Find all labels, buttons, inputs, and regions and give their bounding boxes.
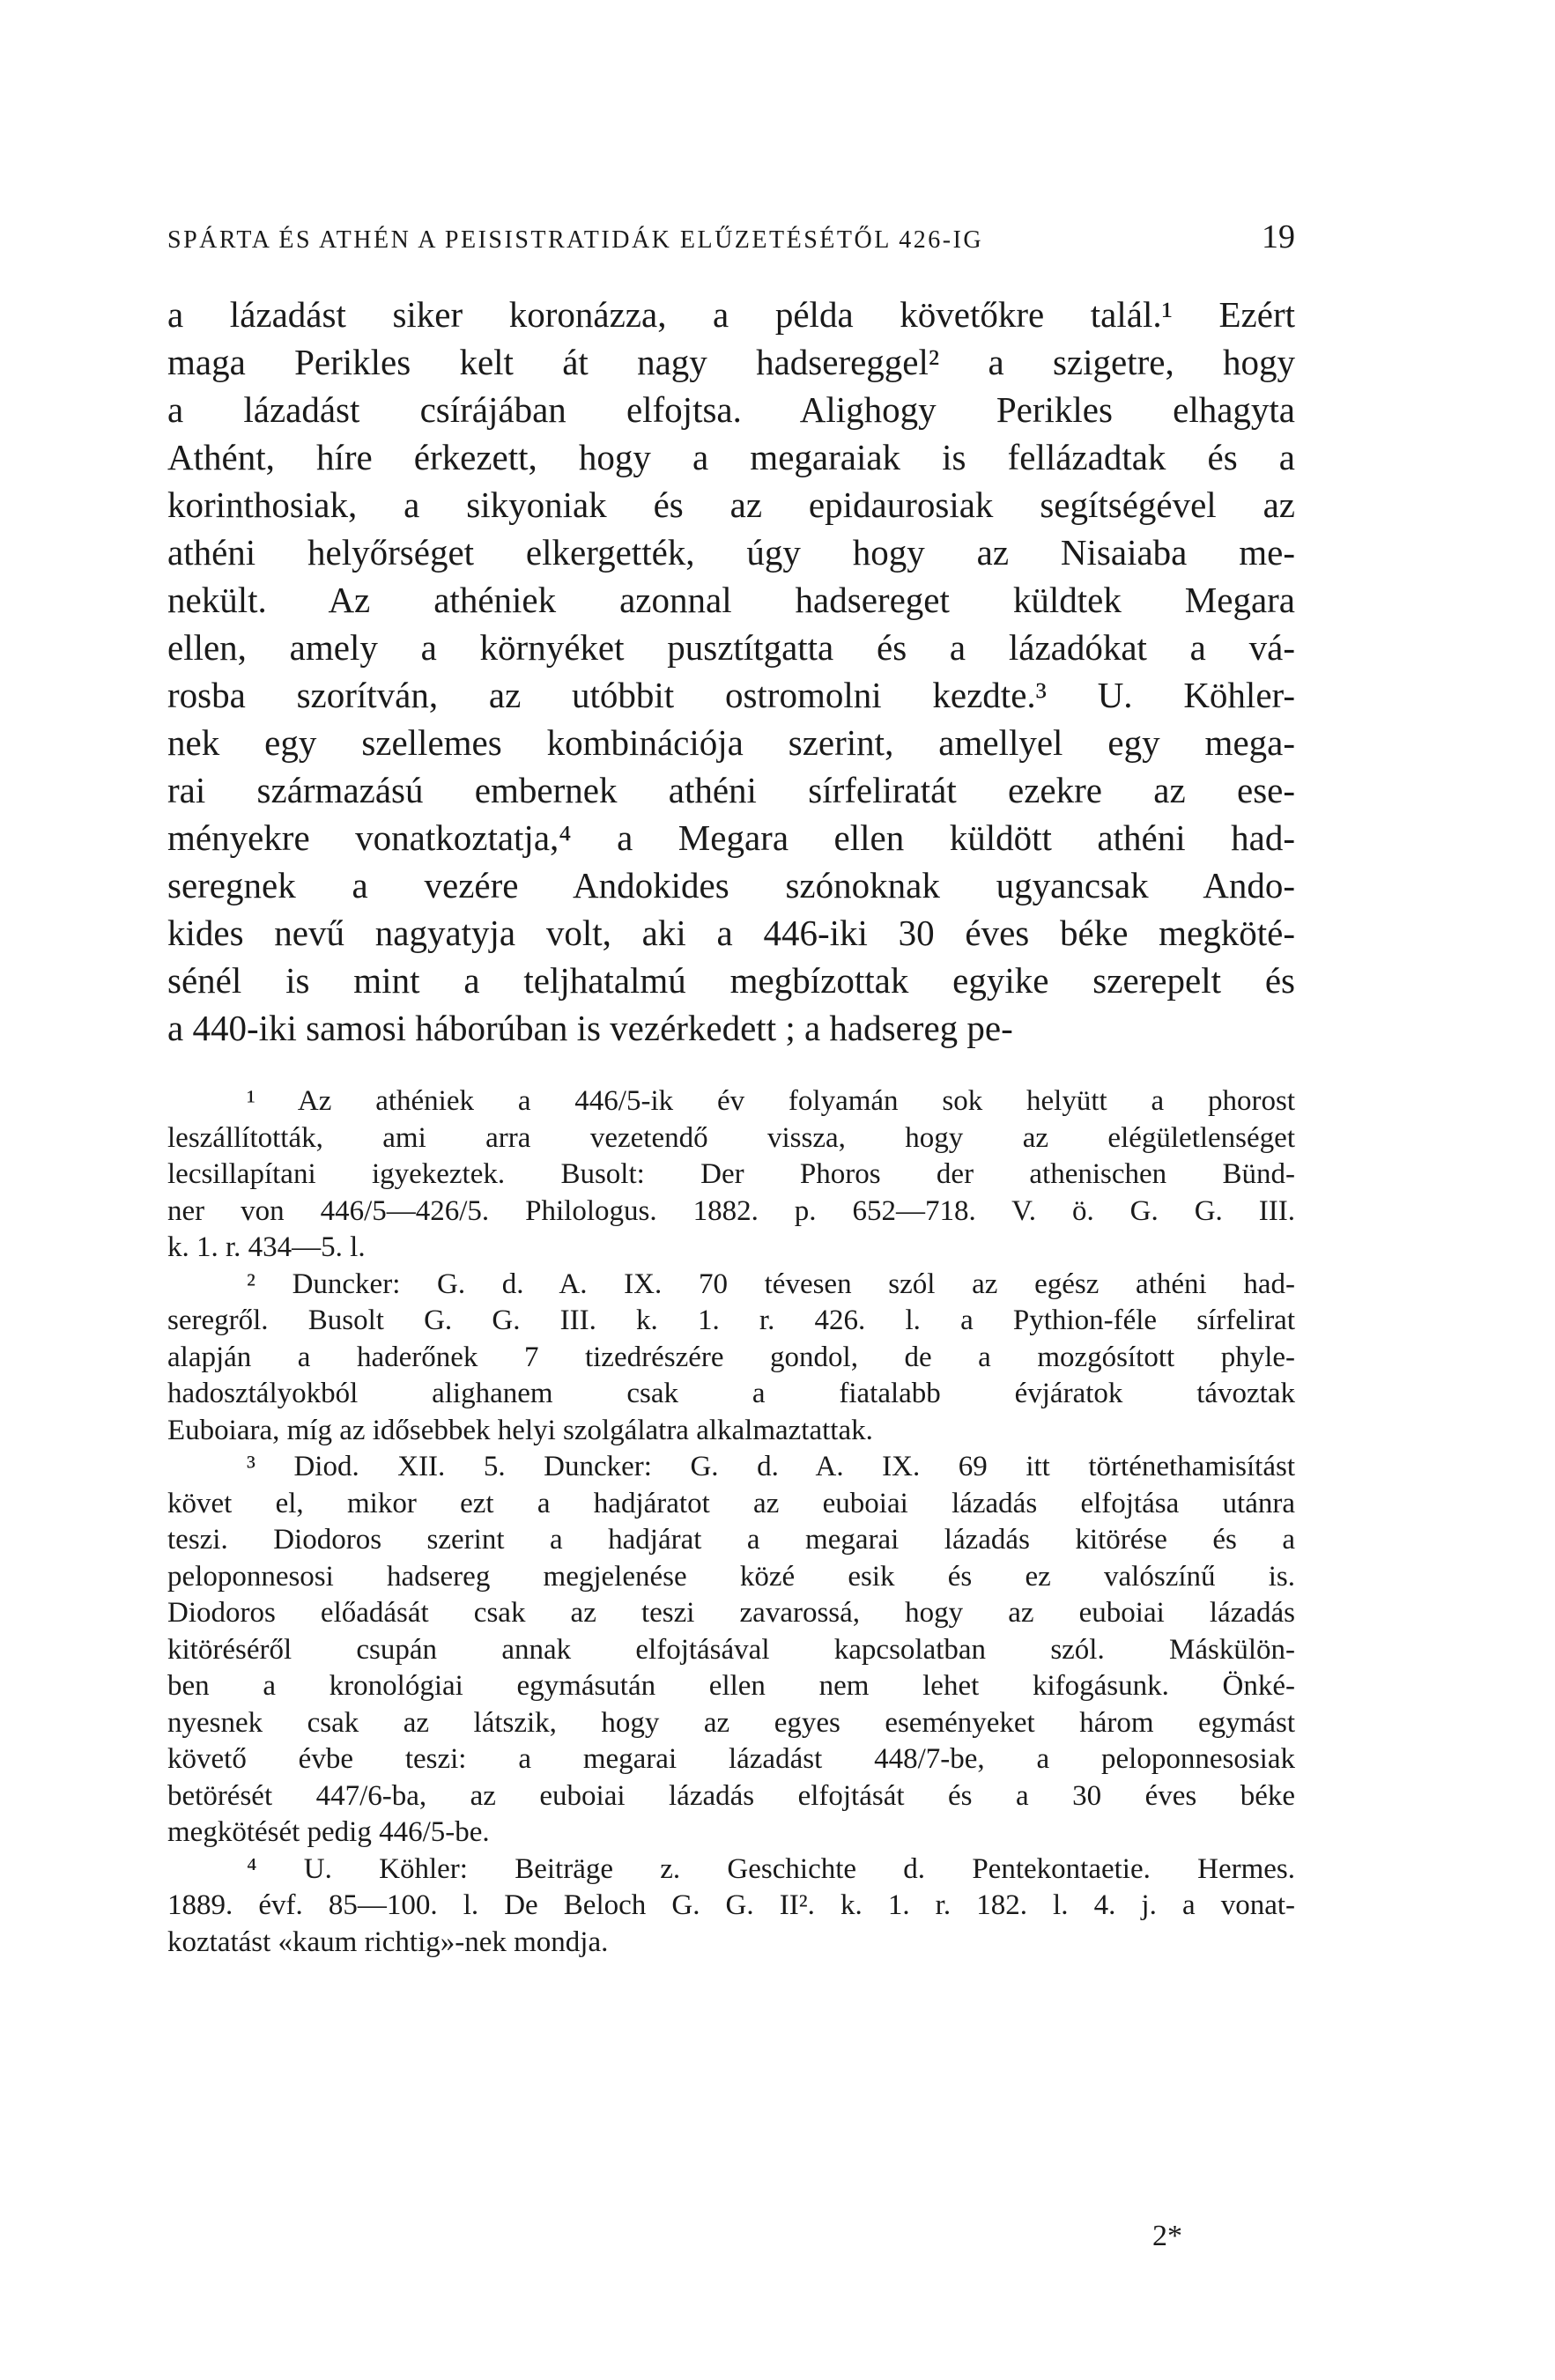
footnote-line: megkötését pedig 446/5-be. (167, 1816, 490, 1848)
footnote-line: leszállították, ami arra vezetendő vissza, hogy az elégületlenséget (167, 1121, 1295, 1154)
body-line: ellen, amely a környéket pusztítgatta és a lázadókat a vá- (167, 627, 1295, 668)
body-line: maga Perikles kelt át nagy hadsereggel² a szigetre, hogy (167, 342, 1295, 382)
body-line: Athént, híre érkezett, hogy a megaraiak is fellázadtak és a (167, 437, 1295, 477)
body-line: a 440-iki samosi háborúban is vezérkedett ; a hadsereg pe- (167, 1008, 1013, 1048)
footnote-line: követő évbe teszi: a megarai lázadást 448/7-be, a peloponnesosiak (167, 1743, 1295, 1775)
footnote-line: kitöréséről csupán annak elfojtásával kapcsolatban szól. Máskülön- (167, 1633, 1295, 1666)
footnote-line: lecsillapítani igyekeztek. Busolt: Der Phoros der athenischen Bünd- (167, 1158, 1295, 1190)
footnote-line: ⁴ U. Köhler: Beiträge z. Geschichte d. Pentekontaetie. Hermes. (247, 1852, 1295, 1885)
footnote-line: ben a kronológiai egymásután ellen nem lehet kifogásunk. Önké- (167, 1670, 1295, 1702)
body-line: nekült. Az athéniek azonnal hadsereget küldtek Megara (167, 580, 1295, 620)
footnote-line: ¹ Az athéniek a 446/5-ik év folyamán sok helyütt a phorost (247, 1085, 1295, 1117)
body-line: kides nevű nagyatyja volt, aki a 446-iki 30 éves béke megköté- (167, 913, 1295, 953)
footnote-3 (167, 1449, 1295, 1852)
footnote-line: nyesnek csak az látszik, hogy az egyes eseményeket három egymást (167, 1706, 1295, 1739)
footnote-line: betörését 447/6-ba, az euboiai lázadás elfojtását és a 30 éves béke (167, 1779, 1295, 1812)
body-line: athéni helyőrséget elkergették, úgy hogy az Nisaiaba me- (167, 532, 1295, 573)
body-line: rai származású embernek athéni sírfeliratát ezekre az ese- (167, 770, 1295, 810)
footnote-line: koztatást «kaum richtig»-nek mondja. (167, 1925, 609, 1958)
body-line: korinthosiak, a sikyoniak és az epidaurosiak segítségével az (167, 484, 1295, 525)
body-paragraph (167, 291, 1295, 1052)
footnote-line: 1889. évf. 85—100. l. De Beloch G. G. II². k. 1. r. 182. l. 4. j. a vonat- (167, 1889, 1295, 1921)
footnote-line: Diodoros előadását csak az teszi zavarossá, hogy az euboiai lázadás (167, 1597, 1295, 1629)
footnote-line: követ el, mikor ezt a hadjáratot az euboiai lázadás elfojtása utánra (167, 1487, 1295, 1519)
footnote-line: alapján a haderőnek 7 tizedrészére gondol, de a mozgósított phyle- (167, 1341, 1295, 1373)
page-number: 19 (1262, 218, 1295, 255)
footnote-line: k. 1. r. 434—5. l. (167, 1231, 366, 1263)
footnote-line: ner von 446/5—426/5. Philologus. 1882. p. 652—718. V. ö. G. G. III. (167, 1194, 1295, 1227)
footnote-line: Euboiara, míg az idősebbek helyi szolgálatra alkalmaztattak. (167, 1414, 873, 1446)
footnote-1 (167, 1083, 1295, 1267)
body-line: rosba szorítván, az utóbbit ostromolni kezdte.³ U. Köhler- (167, 675, 1295, 715)
footnote-line: hadosztályokból alighanem csak a fiatalabb évjáratok távoztak (167, 1378, 1295, 1409)
body-line: nek egy szellemes kombinációja szerint, amellyel egy mega- (167, 722, 1295, 763)
footnote-line: teszi. Diodoros szerint a hadjárat a megarai lázadás kitörése és a (167, 1524, 1295, 1556)
main-text (167, 291, 1295, 1052)
footnotes (167, 1083, 1295, 1961)
footnote-2 (167, 1267, 1295, 1450)
footnote-line: seregről. Busolt G. G. III. k. 1. r. 426. l. a Pythion-féle sírfelirat (167, 1305, 1295, 1336)
body-line: ményekre vonatkoztatja,⁴ a Megara ellen küldött athéni had- (167, 817, 1295, 858)
footnote-4 (167, 1852, 1295, 1962)
body-line: a lázadást siker koronázza, a példa követőkre talál.¹ Ezért (167, 294, 1295, 335)
running-title: SPÁRTA ÉS ATHÉN A PEISISTRATIDÁK ELŰZETÉSÉTŐL 426-IG (167, 226, 984, 254)
body-line: seregnek a vezére Andokides szónoknak ugyancsak Ando- (167, 865, 1295, 905)
signature-mark: 2* (1152, 2220, 1182, 2252)
footnote-line: peloponnesosi hadsereg megjelenése közé esik és ez valószínű is. (167, 1560, 1295, 1593)
body-line: sénél is mint a teljhatalmú megbízottak egyike szerepelt és (167, 960, 1295, 1001)
running-head (167, 218, 1295, 256)
footnote-line: ³ Diod. XII. 5. Duncker: G. d. A. IX. 69 itt történethamisítást (247, 1451, 1295, 1482)
footnote-line: ² Duncker: G. d. A. IX. 70 tévesen szól az egész athéni had- (247, 1268, 1295, 1300)
body-line: a lázadást csírájában elfojtsa. Alighogy Perikles elhagyta (167, 389, 1295, 430)
